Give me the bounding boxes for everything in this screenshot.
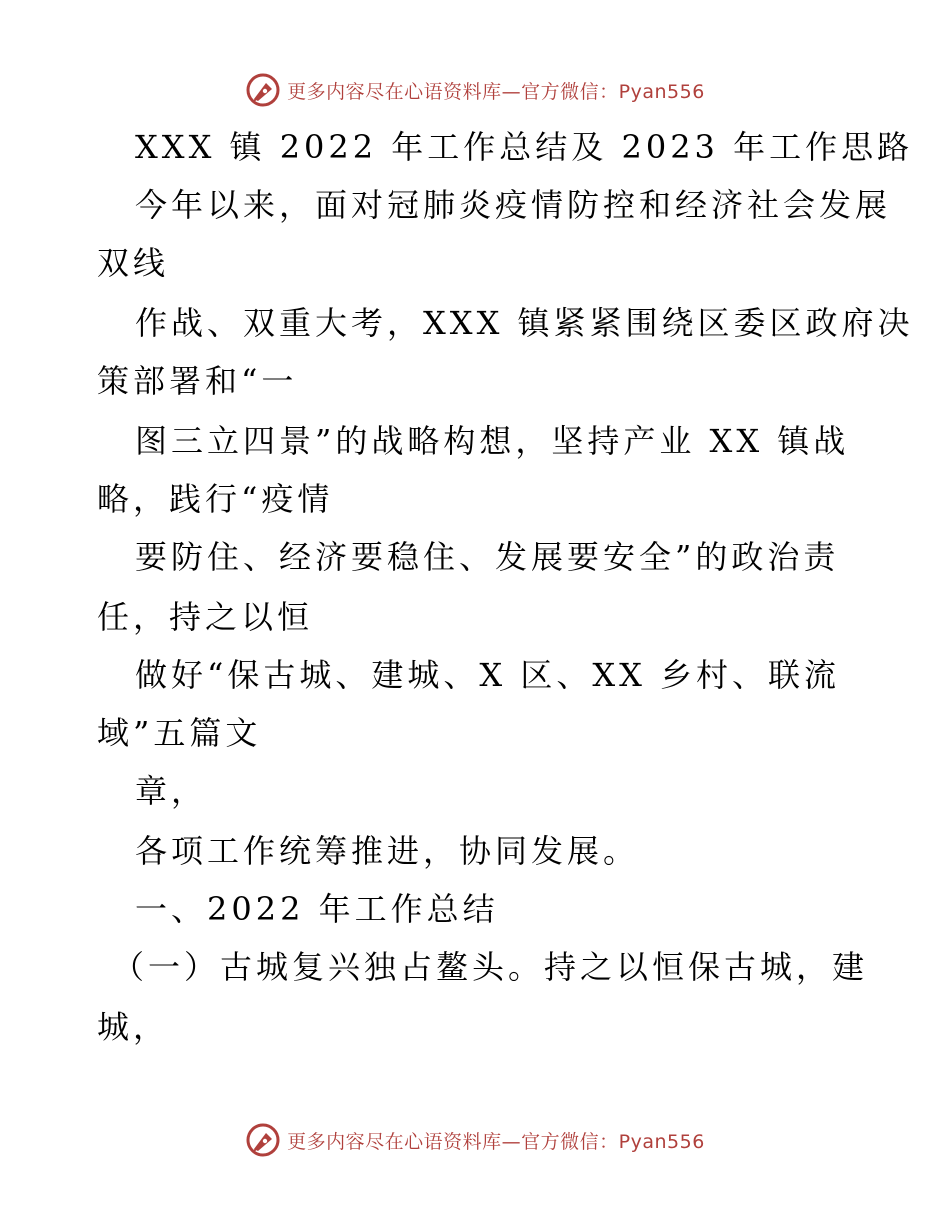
paragraph-line: 作战、双重大考，XXX 镇紧紧围绕区委区政府决 bbox=[135, 304, 914, 342]
pen-nib-logo-icon bbox=[245, 1122, 281, 1158]
watermark-text: 更多内容尽在心语资料库—官方微信：Pyan556 bbox=[287, 1130, 705, 1153]
document-title: XXX 镇 2022 年工作总结及 2023 年工作思路 bbox=[135, 128, 914, 166]
paragraph-line: 略，践行“疫情 bbox=[97, 480, 334, 518]
watermark-text: 更多内容尽在心语资料库—官方微信：Pyan556 bbox=[287, 80, 705, 103]
footer-watermark bbox=[0, 1120, 950, 1160]
paragraph-line: 今年以来，面对冠肺炎疫情防控和经济社会发展 bbox=[135, 186, 892, 224]
paragraph-line: 双线 bbox=[97, 244, 170, 282]
subsection-heading: （一）古城复兴独占鳌头。持之以恒保古城，建 bbox=[112, 948, 869, 986]
paragraph-line: 各项工作统筹推进，协同发展。 bbox=[135, 832, 640, 870]
paragraph-line: 章， bbox=[135, 772, 208, 810]
paragraph-line: 任，持之以恒 bbox=[97, 598, 314, 636]
section-heading: 一、2022 年工作总结 bbox=[135, 890, 499, 928]
paragraph-line: 图三立四景”的战略构想，坚持产业 XX 镇战 bbox=[135, 422, 850, 460]
paragraph-line: 要防住、经济要稳住、发展要安全”的政治责 bbox=[135, 538, 840, 576]
paragraph-line: 城， bbox=[97, 1008, 170, 1046]
pen-nib-logo-icon bbox=[245, 72, 281, 108]
paragraph-line: 域”五篇文 bbox=[97, 714, 262, 752]
header-watermark bbox=[0, 70, 950, 110]
paragraph-line: 做好“保古城、建城、X 区、XX 乡村、联流 bbox=[135, 656, 841, 694]
paragraph-line: 策部署和“一 bbox=[97, 362, 298, 400]
